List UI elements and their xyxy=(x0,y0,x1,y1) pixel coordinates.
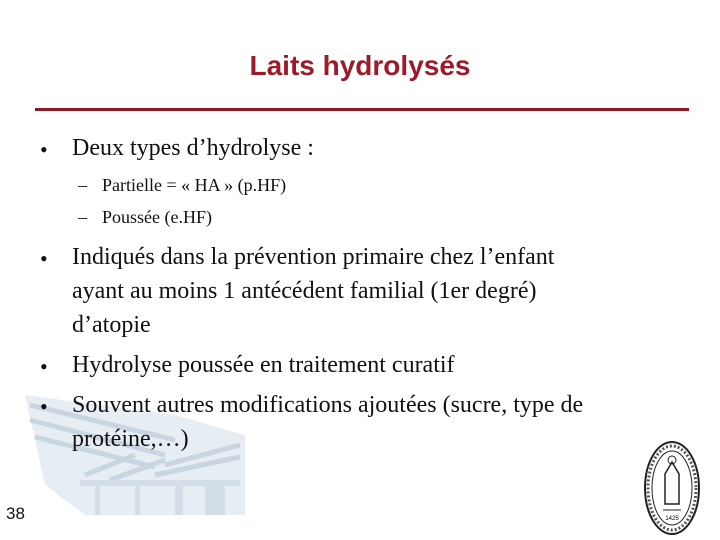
bullet-text: Hydrolyse poussée en traitement curatif xyxy=(72,352,455,378)
page-number: 38 xyxy=(6,504,25,523)
bullet-text: protéine,…) xyxy=(72,426,189,452)
bullet-text: Indiqués dans la prévention primaire chez l’enfant xyxy=(72,244,555,270)
bullet-icon: • xyxy=(40,394,48,419)
university-seal-logo xyxy=(643,440,701,536)
sub-bullet-text: Partielle = « HA » (p.HF) xyxy=(102,175,287,195)
sub-bullet-text: Poussée (e.HF) xyxy=(102,207,212,227)
dash-icon: – xyxy=(78,207,87,227)
bullet-text: Souvent autres modifications ajoutées (sucre, type de xyxy=(72,392,584,418)
bullet-icon: • xyxy=(40,246,48,271)
dash-icon: – xyxy=(78,175,87,195)
bullet-icon: • xyxy=(40,354,48,379)
slide-title: Laits hydrolysés xyxy=(249,50,471,81)
bullet-text: ayant au moins 1 antécédent familial (1er degré) xyxy=(72,278,537,304)
bullet-icon: • xyxy=(40,137,48,162)
seal-year: 1425 xyxy=(665,516,679,522)
title-divider xyxy=(35,108,689,111)
bullet-text: d’atopie xyxy=(72,312,151,338)
bullet-text: Deux types d’hydrolyse : xyxy=(72,135,314,161)
